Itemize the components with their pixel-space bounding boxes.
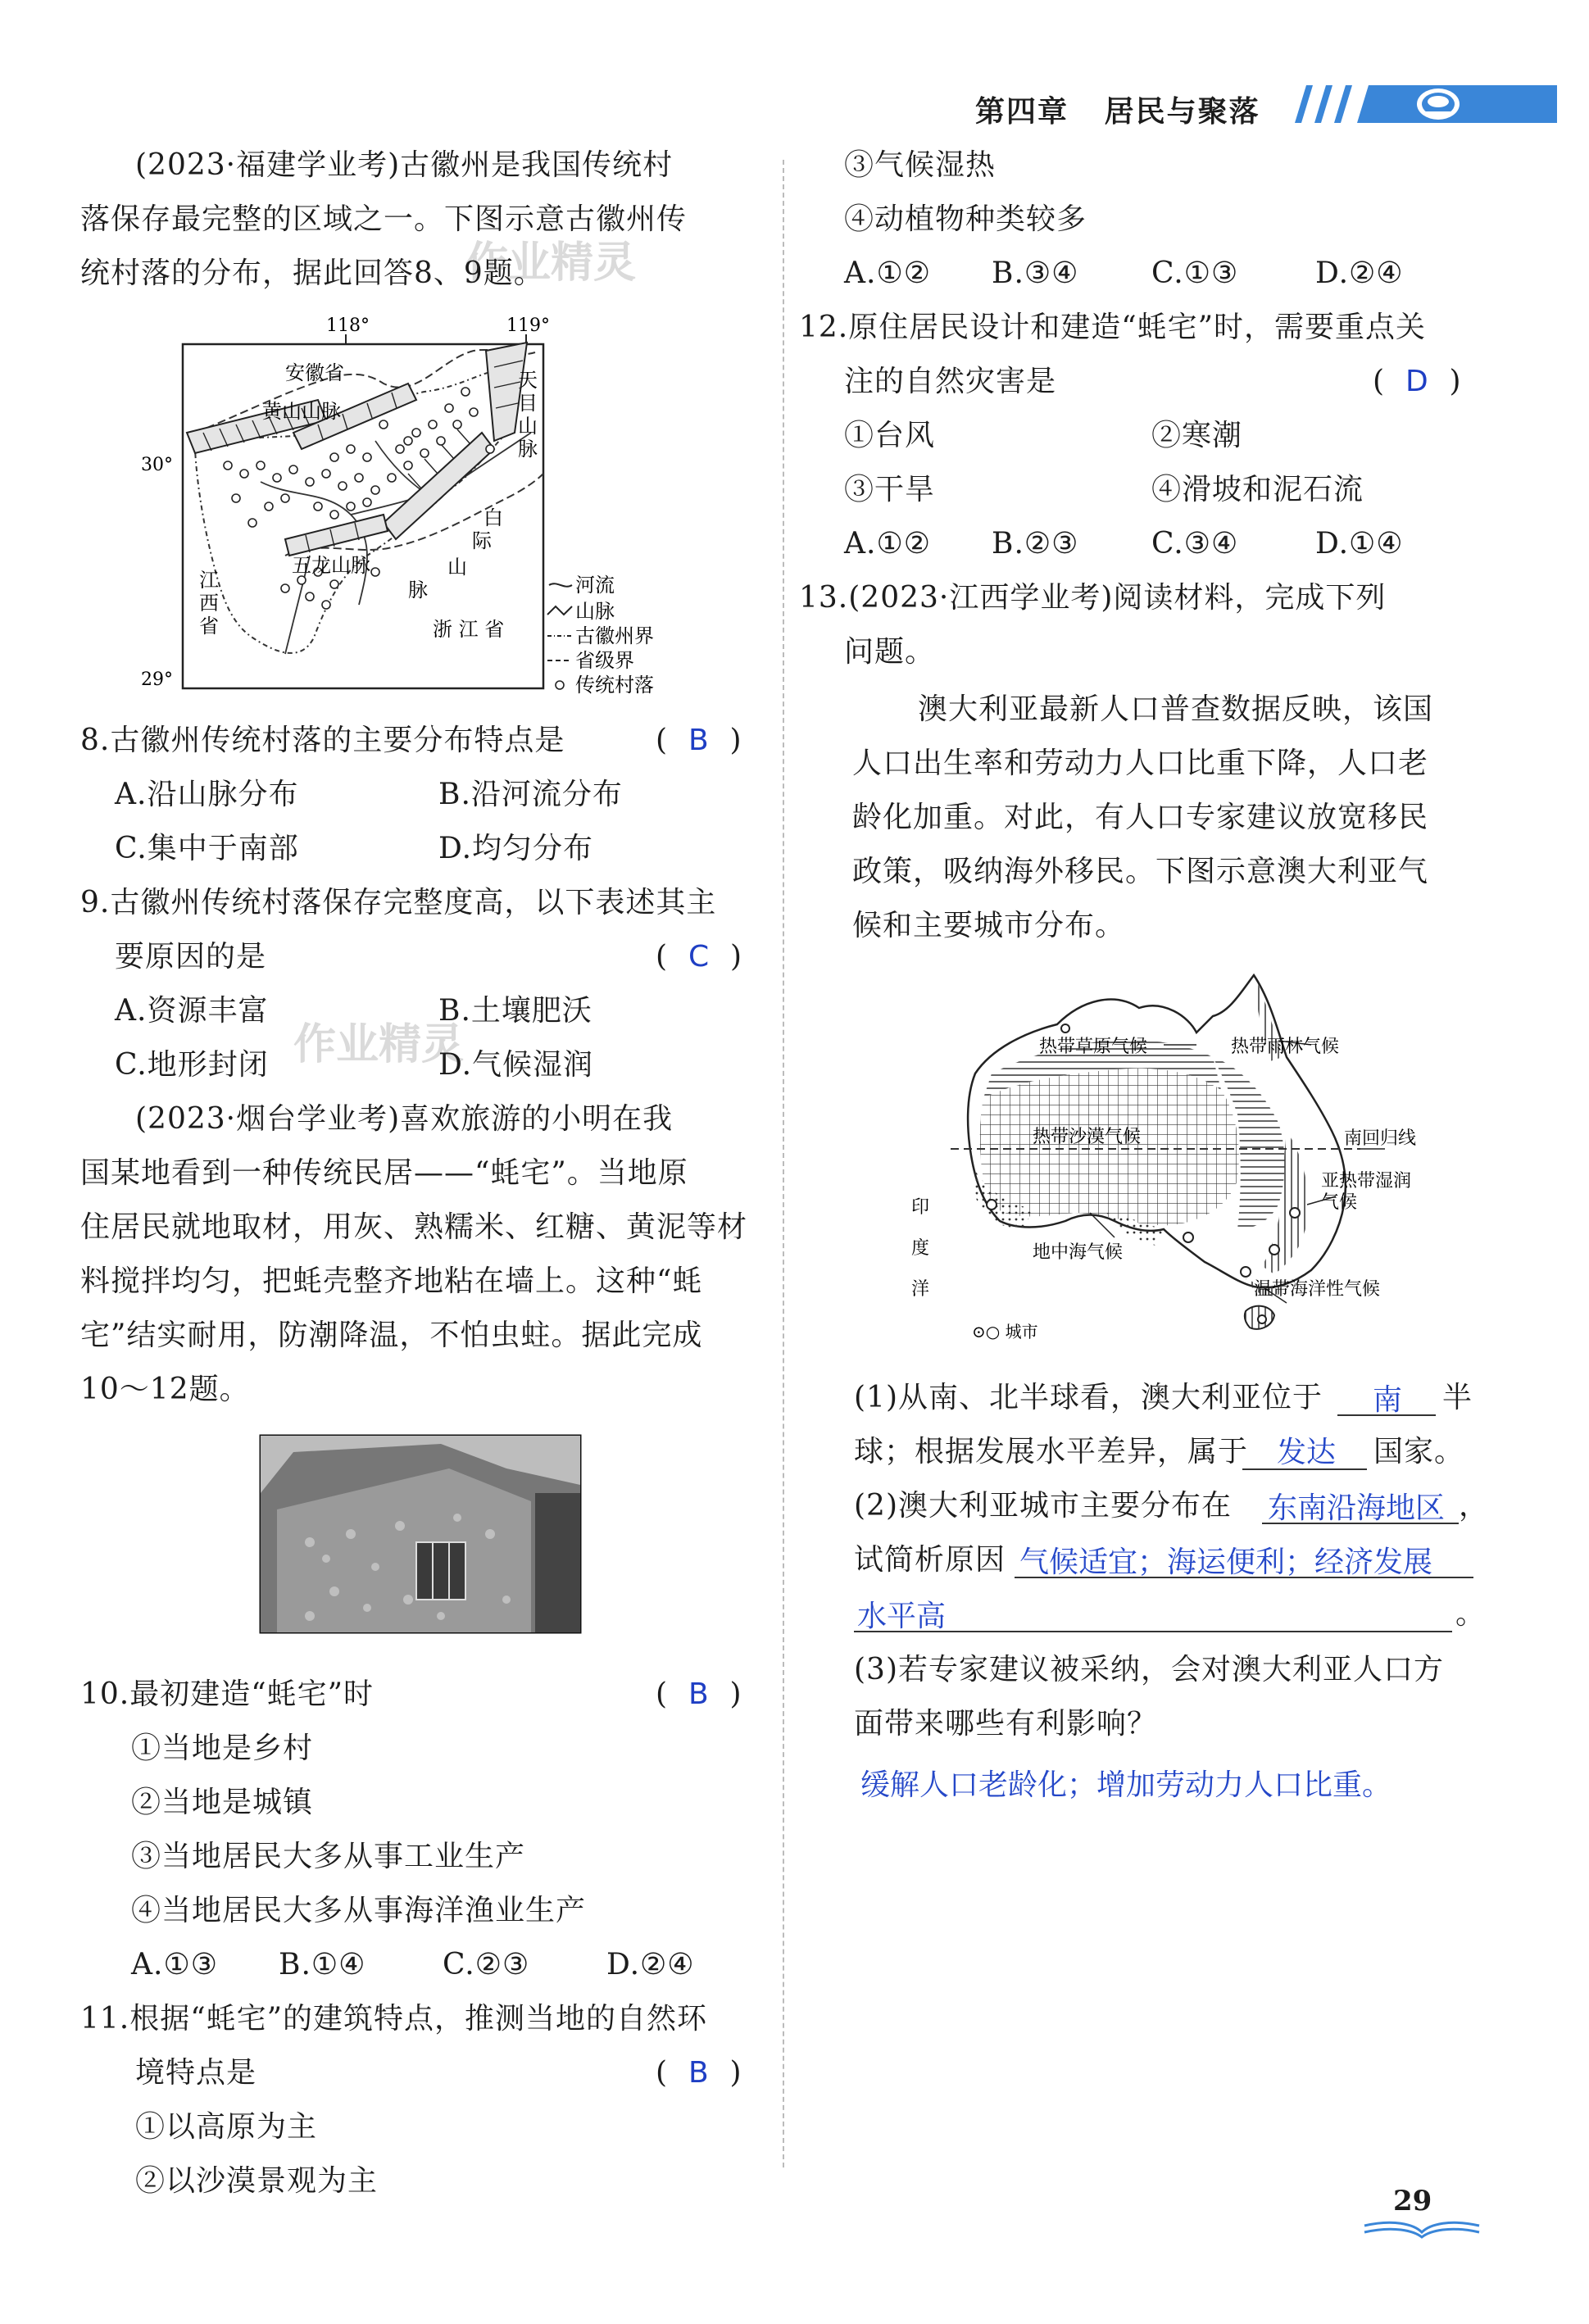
baiji-label: 白 [484, 506, 503, 529]
book-icon [1360, 2219, 1483, 2239]
q11-option: C.①③ [1151, 256, 1239, 290]
legend-item: 山脉 [575, 600, 615, 623]
q11-item: ④动植物种类较多 [844, 202, 1087, 236]
q9-option: B.土壤肥沃 [438, 994, 592, 1028]
q8-option: C.集中于南部 [115, 832, 299, 865]
q13-p1-text: 半 [1442, 1381, 1473, 1414]
chapter-title: 居民与聚落 [1104, 95, 1260, 129]
q9-stem: 9.古徽州传统村落保存完整度高，以下表述其主 [80, 886, 717, 919]
jiangxi-label: 省 [199, 615, 219, 638]
q11-option: D.②④ [1315, 256, 1404, 290]
q13-p2-text: ， [1459, 1489, 1490, 1523]
q11-option: A.①② [844, 256, 931, 290]
q10-answer: B [688, 1677, 710, 1711]
q12-option: B.②③ [992, 527, 1079, 561]
q13-stem: 问题。 [844, 635, 936, 669]
tianmu-label: 脉 [518, 438, 538, 461]
q11-stem: 11.根据“蚝宅”的建筑特点，推测当地的自然环 [80, 2002, 708, 2036]
q11-option: B.③④ [992, 256, 1079, 290]
q10-stem: 10.最初建造“蚝宅”时 [80, 1677, 375, 1711]
q10-answer-box: ( B ) [656, 1677, 742, 1711]
marine-label: 温带海洋性气候 [1254, 1279, 1381, 1300]
q11-item: ②以沙漠景观为主 [135, 2164, 379, 2198]
mountain-legend-icon [547, 606, 572, 615]
tianmu-label: 目 [518, 392, 538, 415]
intro2-line: 住居民就地取材，用灰、熟糯米、红糖、黄泥等材 [80, 1210, 748, 1244]
q10-option: C.②③ [443, 1948, 530, 1981]
q13-answer-development: 发达 [1277, 1436, 1337, 1469]
village-legend-icon [556, 681, 564, 689]
ocean-label: 印 [911, 1197, 930, 1218]
q13-stem: 13.(2023·江西学业考)阅读材料，完成下列 [799, 581, 1387, 615]
q12-option: D.①④ [1315, 527, 1404, 561]
tianmu-label: 天 [518, 369, 538, 392]
q8-option: D.均匀分布 [438, 832, 594, 865]
desert-label: 热带沙漠气候 [1033, 1127, 1142, 1147]
oyster-house-photo [261, 1436, 580, 1632]
q9-option: A.资源丰富 [115, 994, 269, 1028]
lon-119: 119° [506, 315, 550, 336]
q11-stem: 境特点是 [135, 2056, 257, 2090]
huizhou-map [141, 310, 736, 699]
q11-answer-box: ( B ) [656, 2056, 742, 2090]
page-number: 29 [1393, 2185, 1432, 2217]
q9-option: C.地形封闭 [115, 1048, 269, 1082]
q13-material: 候和主要城市分布。 [852, 909, 1126, 942]
intro1-line: 落保存最完整的区域之一。下图示意古徽州传 [80, 202, 688, 236]
intro2-line: (2023·烟台学业考)喜欢旅游的小明在我 [135, 1102, 674, 1136]
q9-answer-box: ( C ) [656, 940, 743, 974]
humid-label: 亚热带湿润 [1321, 1171, 1412, 1192]
tianmu-label: 山 [518, 415, 538, 438]
q13-p2-text: 。 [1455, 1597, 1487, 1631]
baiji-label: 际 [472, 529, 492, 552]
legend-item: 河流 [575, 574, 615, 597]
q13-answer-reason-cont: 水平高 [857, 1600, 947, 1633]
river-legend-icon [549, 583, 572, 586]
q12-answer: D [1405, 365, 1429, 398]
q12-answer-box: ( D ) [1373, 365, 1462, 398]
q13-answer-impact: 缓解人口老龄化；增加劳动力人口比重。 [860, 1768, 1392, 1802]
jiangxi-label: 西 [199, 592, 219, 615]
q12-stem: 12.原住居民设计和建造“蚝宅”时，需要重点关 [799, 311, 1427, 344]
map-legend [547, 574, 654, 697]
q13-p1-text: 球；根据发展水平差异，属于 [854, 1435, 1249, 1468]
zhejiang-label: 浙 江 省 [433, 618, 505, 641]
q8-option: A.沿山脉分布 [115, 778, 299, 811]
legend-item: 省级界 [575, 649, 634, 672]
q10-item: ①当地是乡村 [131, 1732, 314, 1765]
q8-option: B.沿河流分布 [438, 778, 623, 811]
q9-answer: C [688, 940, 711, 974]
chapter-number: 第四章 [975, 95, 1069, 129]
mediterranean-label: 地中海气候 [1033, 1242, 1124, 1263]
q13-p2-text: (2)澳大利亚城市主要分布在 [854, 1489, 1232, 1523]
intro2-line: 宅”结实耐用，防潮降温，不怕虫蛀。据此完成 [80, 1319, 703, 1352]
huangshan-label: 黄山山脉 [262, 400, 341, 423]
q10-item: ②当地是城镇 [131, 1786, 314, 1819]
legend-item: 传统村落 [575, 674, 654, 697]
q10-item: ③当地居民大多从事工业生产 [131, 1840, 526, 1873]
logo-icon [1417, 89, 1460, 120]
q11-item: ③气候湿热 [844, 148, 997, 182]
q12-option: A.①② [844, 527, 931, 561]
q13-answer-hemisphere: 南 [1373, 1383, 1403, 1417]
q10-option: B.①④ [279, 1948, 366, 1981]
lon-118: 118° [326, 315, 370, 336]
lat-30: 30° [141, 455, 173, 475]
q13-material: 龄化加重。对此，有人口专家建议放宽移民 [852, 801, 1429, 834]
intro2-line: 10～12题。 [80, 1373, 250, 1406]
q12-option: C.③④ [1151, 527, 1239, 561]
q13-p1-text: (1)从南、北半球看，澳大利亚位于 [854, 1381, 1323, 1414]
tropic-label: 南回归线 [1344, 1128, 1417, 1149]
q13-material: 澳大利亚最新人口普查数据反映，该国 [918, 692, 1434, 726]
savanna-label: 热带草原气候 [1039, 1037, 1148, 1057]
q12-stem: 注的自然灾害是 [844, 365, 1057, 398]
q12-item: ①台风 [844, 419, 936, 452]
humid-label: 气候 [1321, 1192, 1358, 1213]
q10-item: ④当地居民大多从事海洋渔业生产 [131, 1894, 587, 1927]
q13-p1-text: 国家。 [1373, 1435, 1465, 1468]
shanmai-label: 脉 [408, 579, 428, 601]
q12-item: ③干旱 [844, 473, 936, 506]
column-divider [783, 160, 784, 2167]
australia-climate-map [901, 967, 1475, 1344]
intro1-line: (2023·福建学业考)古徽州是我国传统村 [135, 148, 674, 182]
intro1-line: 统村落的分布，据此回答8、9题。 [80, 256, 544, 290]
wulong-label: 五龙山脉 [292, 554, 370, 577]
watermark: 作业精灵 [465, 238, 637, 288]
legend-item: 古徽州界 [575, 624, 654, 647]
q13-material: 政策，吸纳海外移民。下图示意澳大利亚气 [852, 855, 1429, 888]
q13-answer-reason: 气候适宜；海运便利；经济发展 [1019, 1546, 1433, 1579]
q13-material: 人口出生率和劳动力人口比重下降，人口老 [852, 747, 1429, 780]
chapter-header [975, 89, 1260, 130]
q12-item: ②寒潮 [1151, 419, 1243, 452]
q13-p3-text: (3)若专家建议被采纳，会对澳大利亚人口方 [854, 1653, 1444, 1686]
q9-option: D.气候湿润 [438, 1048, 594, 1082]
q8-stem: 8.古徽州传统村落的主要分布特点是 [80, 724, 565, 757]
rainforest-label: 热带雨林气候 [1231, 1037, 1340, 1057]
intro2-line: 国某地看到一种传统民居——“蚝宅”。当地原 [80, 1156, 688, 1190]
ocean-label: 洋 [911, 1279, 930, 1300]
lat-29: 29° [141, 670, 173, 690]
q13-answer-location: 东南沿海地区 [1268, 1491, 1446, 1525]
q8-answer-box: ( B ) [656, 724, 742, 757]
q11-answer: B [688, 2056, 710, 2090]
jiangxi-label: 江 [199, 569, 219, 592]
q10-option: D.②④ [606, 1948, 695, 1981]
q13-p2-text: 试简析原因 [854, 1543, 1006, 1577]
q13-p1 [854, 1383, 1323, 1413]
header-banner [1278, 82, 1557, 125]
anhui-label: 安徽省 [285, 361, 344, 384]
intro2-line: 料搅拌均匀，把蚝壳整齐地粘在墙上。这种“蚝 [80, 1264, 703, 1298]
city-legend: ⊙○ 城市 [972, 1322, 1038, 1341]
q13-p3-text: 面带来哪些有利影响？ [854, 1707, 1158, 1741]
q8-answer: B [688, 724, 710, 757]
q10-option: A.①③ [131, 1948, 218, 1981]
q9-stem: 要原因的是 [115, 940, 267, 974]
q12-item: ④滑坡和泥石流 [1151, 473, 1364, 506]
ocean-label: 度 [911, 1238, 930, 1259]
watermark: 作业精灵 [293, 1020, 465, 1069]
shanmai-label: 山 [447, 556, 467, 579]
q11-item: ①以高原为主 [135, 2110, 318, 2144]
